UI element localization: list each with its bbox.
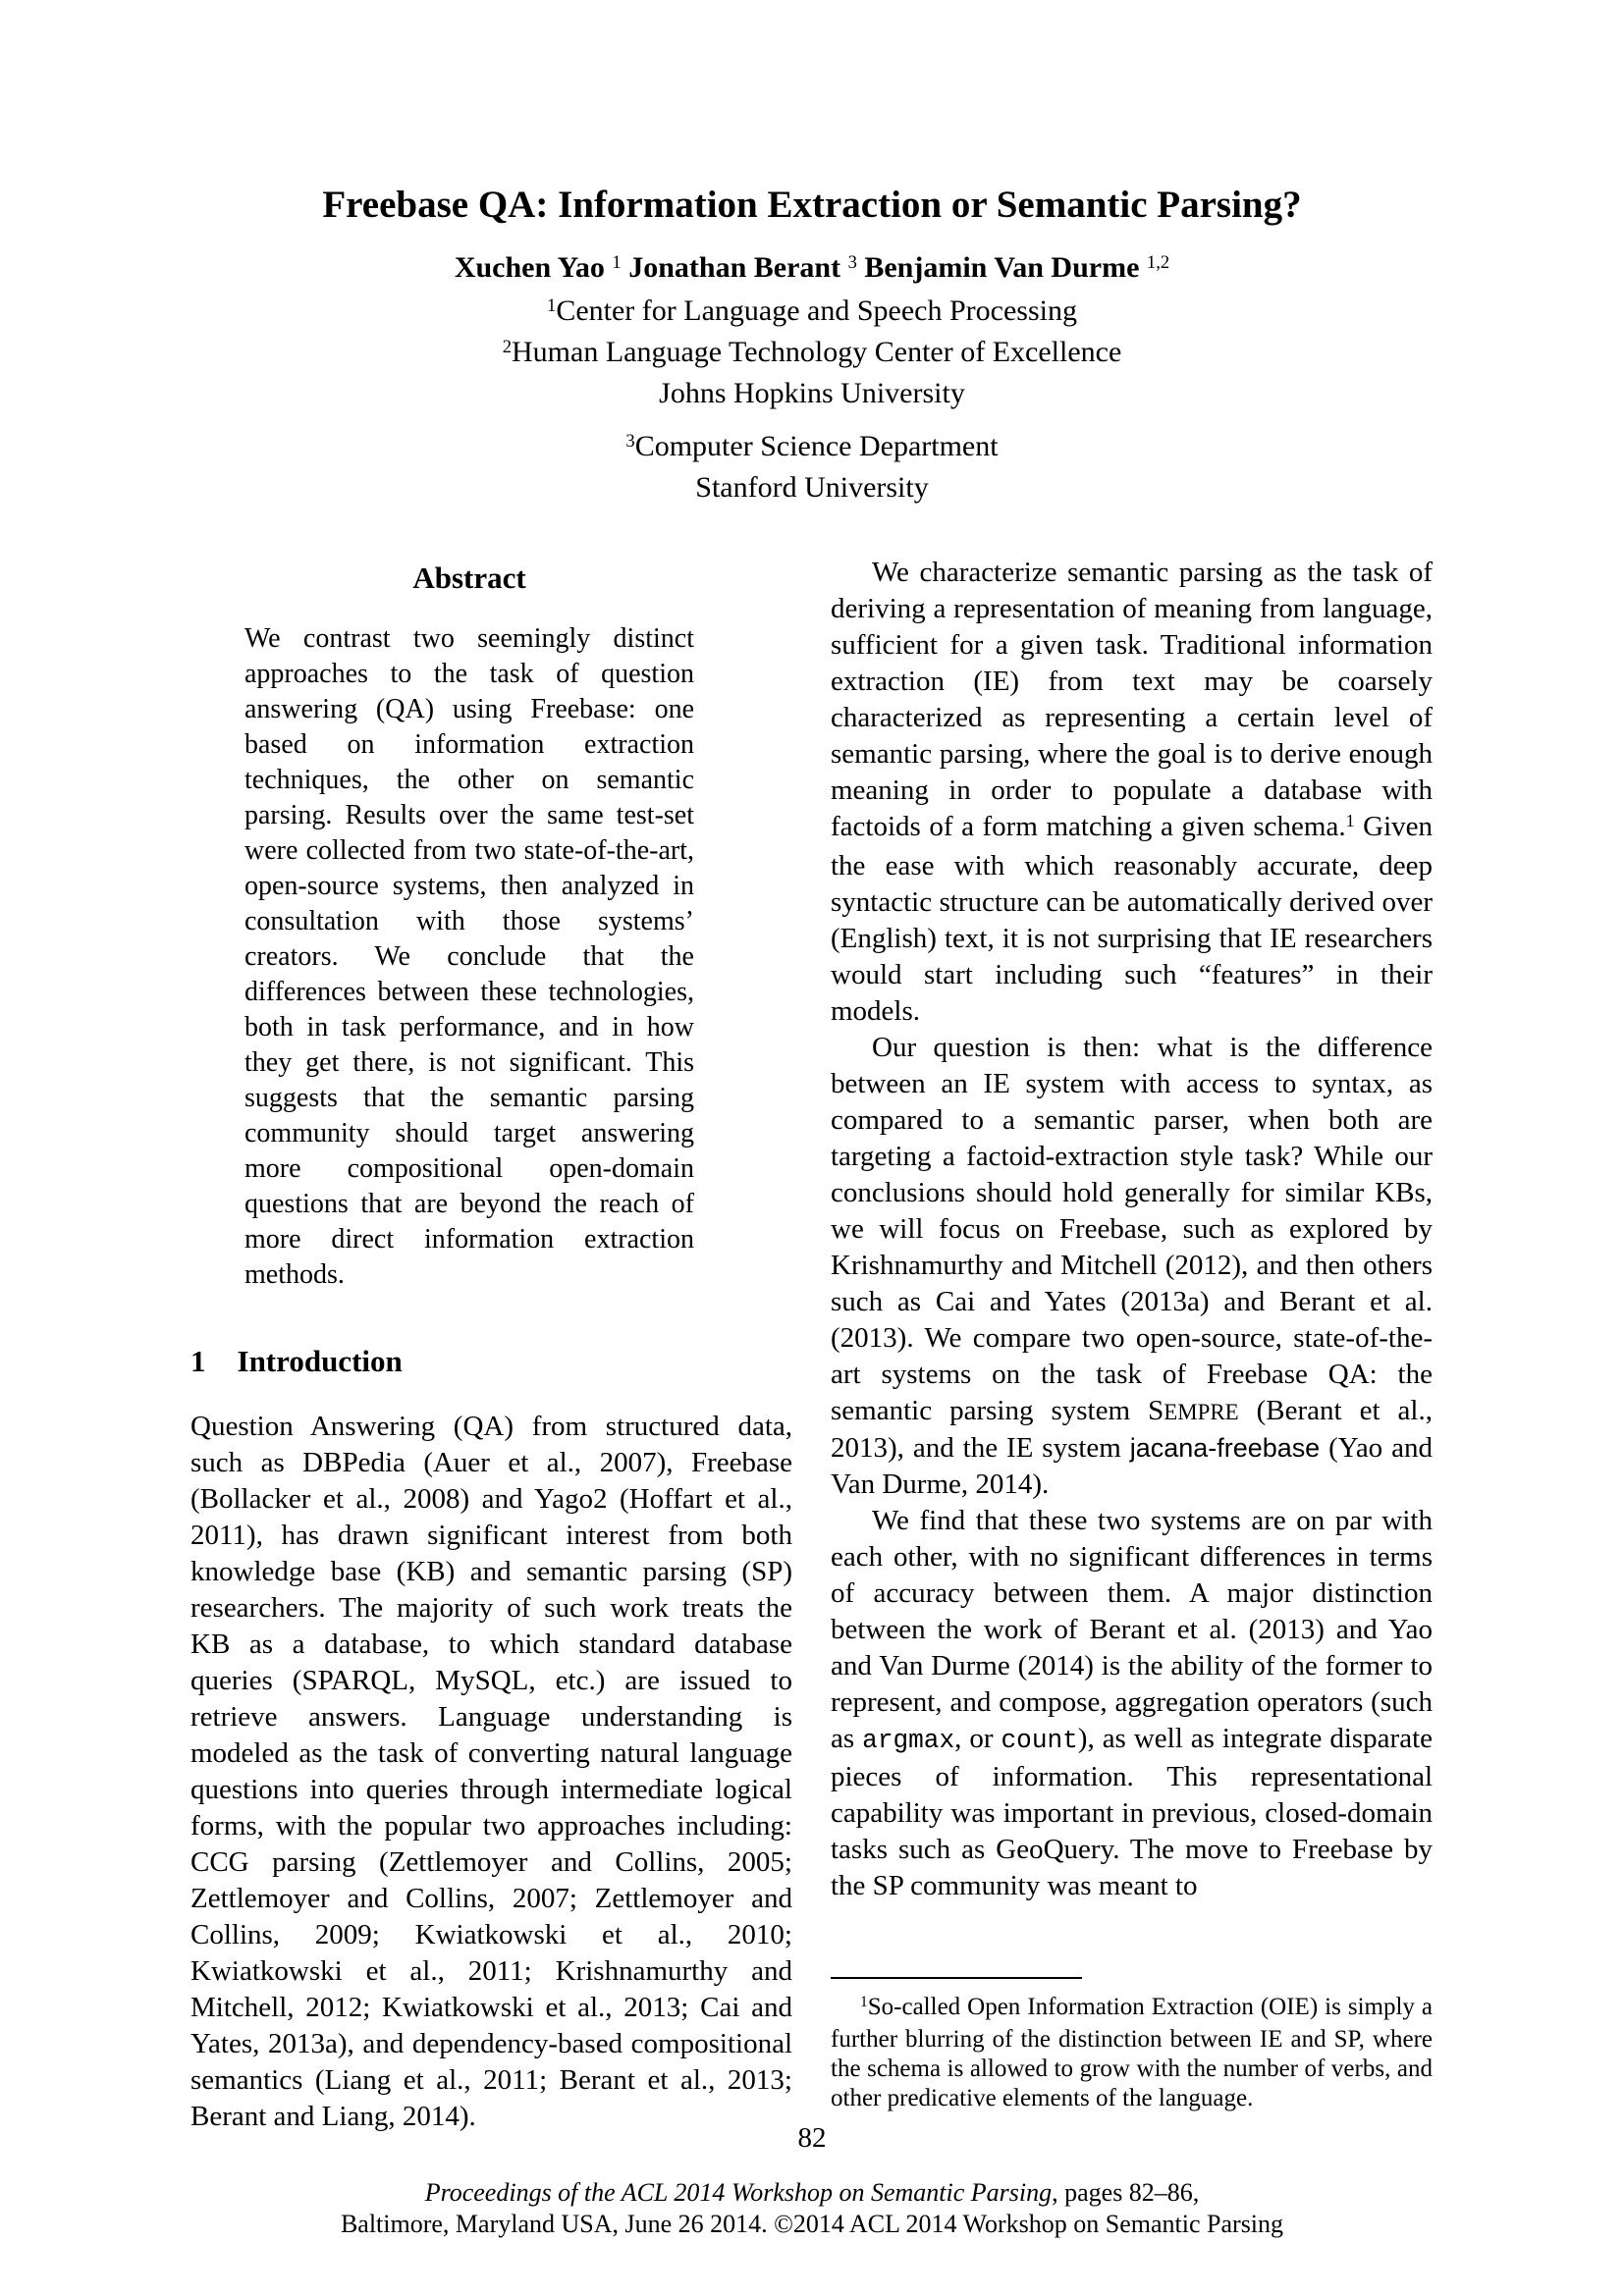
argmax-operator: argmax	[862, 1726, 955, 1755]
affiliation-superscript: 1	[547, 294, 557, 316]
affiliation-line	[0, 428, 1624, 469]
two-column-body	[190, 555, 1433, 2132]
affiliation-line	[0, 375, 1624, 412]
right-column	[831, 555, 1433, 2113]
count-operator: count	[1001, 1726, 1078, 1755]
page-number: 82	[797, 2122, 827, 2154]
authors-line	[0, 251, 1624, 285]
section-title: Introduction	[237, 1344, 403, 1378]
intro-paragraph-1: Question Answering (QA) from structured data, such as DBPedia (Auer et al., 2007), Freebase (Bollacker et al., 2008) and Yago2 (Hoffart et al., 2011), has drawn significant interest from both knowledge base (KB) and semantic parsing (SP) researchers. The majority of such work treats the KB as a database, to which standard database queries (SPARQL, MySQL, etc.) are issued to retrieve answers. Language understanding is modeled as the task of converting natural language questions into queries through intermediate logical forms, with the popular two approaches including: CCG parsing (Zettlemoyer and Collins, 2005; Zettlemoyer and Collins, 2007; Zettlemoyer and Collins, 2009; Kwiatkowski et al., 2010; Kwiatkowski et al., 2011; Krishnamurthy and Mitchell, 2012; Kwiatkowski et al., 2013; Cai and Yates, 2013a), and dependency-based compositional semantics (Liang et al., 2011; Berant et al., 2013; Berant and Liang, 2014).	[190, 1411, 792, 2132]
sempre-system-name: SEMPRE	[1148, 1395, 1239, 1426]
affiliation-text: Stanford University	[695, 471, 929, 504]
jacana-system-name: jacana-freebase	[1129, 1433, 1321, 1463]
footnote-ref: 1	[1345, 811, 1355, 831]
paper-title: Freebase QA: Information Extraction or Semantic Parsing?	[322, 184, 1302, 226]
abstract-text: We contrast two seemingly distinct approaches to the task of question answering (QA) using Freebase: one based on information extraction techniques, the other on semantic parsing. Results over the same test-set were collected from two state-of-the-art, open-source systems, then analyzed in consultation with those systems’ creators. We conclude that the differences between these technologies, both in task performance, and in how they get there, is not significant. This suggests that the semantic parsing community should target answering more compositional open-domain questions that are beyond the reach of more direct information extraction methods.	[244, 623, 694, 1290]
footnote-block	[831, 1977, 1433, 2113]
author-superscript: 1	[612, 251, 622, 273]
author-name: Benjamin Van Durme	[864, 251, 1140, 284]
left-column	[190, 555, 792, 2132]
footnote-rule	[831, 1977, 1082, 1979]
intro-paragraph-2: We characterize semantic parsing as the task of deriving a representation of meaning from language, sufficient for a given task. Traditional information extraction (IE) from text may be coarsely characterized as representing a certain level of semantic parsing, where the goal is to derive enough meaning in order to populate a database with factoids of a form matching a given schema.$^1$ Given the ease with which reasonably accurate, deep syntactic structure can be automatically derived over (English) text, it is not surprising that IE researchers would start including such “features” in their models.	[831, 557, 1433, 1027]
footer-line-1	[0, 2177, 1624, 2209]
affiliation-text: Center for Language and Speech Processing	[556, 294, 1077, 327]
abstract-heading: Abstract	[412, 561, 526, 595]
section-heading-introduction	[190, 1344, 792, 1379]
affiliation-superscript: 2	[502, 336, 512, 357]
intro-paragraph-4: We find that these two systems are on par with each other, with no significant differences in terms of accuracy between them. A major distinction between the work of Berant et al. (2013) and Yao and Van Durme (2014) is the ability of the former to represent, and compose, aggregation operators (such as argmax, or count), as well as integrate disparate pieces of information. This representational capability was important in previous, closed-domain tasks such as GeoQuery. The move to Freebase by the SP community was meant to	[831, 1505, 1433, 1901]
affiliation-line	[0, 293, 1624, 334]
section-number: 1	[190, 1344, 206, 1378]
affiliation-text: Human Language Technology Center of Excellence	[512, 336, 1122, 368]
author-superscript: 1,2	[1146, 251, 1170, 273]
author-name: Jonathan Berant	[628, 251, 841, 284]
author-superscript: 3	[847, 251, 857, 273]
footnote-text: $^1$So-called Open Information Extraction (OIE) is simply a further blurring of the distinction between IE and SP, where the schema is allowed to grow with the number of verbs, and other predicative elements of the language.	[831, 1994, 1433, 2111]
affiliation-text: Computer Science Department	[634, 430, 999, 462]
footer-pages: , pages 82–86,	[1052, 2178, 1200, 2207]
proceedings-footer	[0, 2177, 1624, 2240]
affiliation-line	[0, 334, 1624, 375]
affiliation-superscript: 3	[625, 430, 635, 452]
proceedings-title: Proceedings of the ACL 2014 Workshop on Semantic Parsing	[424, 2178, 1053, 2207]
affiliation-line	[0, 469, 1624, 507]
footnote-marker: 1	[860, 1994, 868, 2011]
footer-line-2: Baltimore, Maryland USA, June 26 2014. ©2014 ACL 2014 Workshop on Semantic Parsing	[340, 2210, 1284, 2238]
affiliations-block	[0, 293, 1624, 507]
author-name: Xuchen Yao	[454, 251, 605, 284]
intro-paragraph-3: Our question is then: what is the difference between an IE system with access to syntax, as compared to a semantic parser, when both are targeting a factoid-extraction style task? While our conclusions should hold generally for similar KBs, we will focus on Freebase, such as explored by Krishnamurthy and Mitchell (2012), and then others such as Cai and Yates (2013a) and Berant et al. (2013). We compare two open-source, state-of-the-art systems on the task of Freebase QA: the semantic parsing system SEMPRE (Berant et al., 2013), and the IE system jacana-freebase (Yao and Van Durme, 2014).	[831, 1032, 1433, 1500]
affiliation-text: Johns Hopkins University	[659, 377, 965, 409]
